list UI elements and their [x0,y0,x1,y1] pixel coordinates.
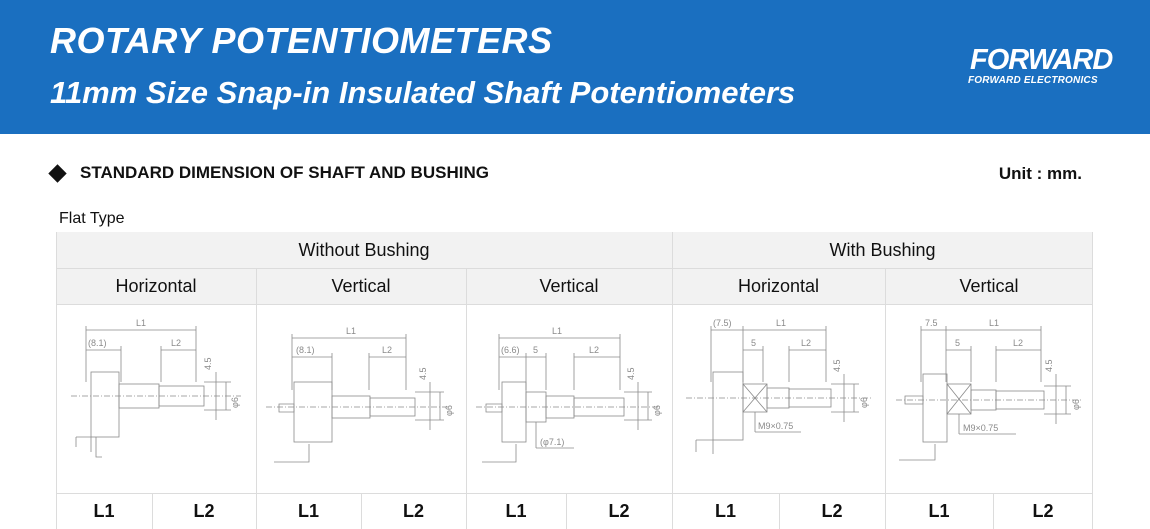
dimension-drawing-vertical [474,312,666,487]
orientation-header: Vertical [885,268,1093,304]
dim-dia: φ6 [230,397,240,408]
page-title: ROTARY POTENTIOMETERS [50,20,553,61]
footer-l1-cell: L1 [297,500,319,521]
grid-line [361,493,362,529]
dim-bushing-dia: (φ7.1) [540,437,565,447]
dim-dia-top: 4.5 [832,359,842,372]
dim-dia: φ6 [652,405,662,416]
header-banner [0,0,1150,134]
dim-a: (8.1) [88,338,107,348]
dimension-drawing-vertical [891,312,1089,487]
dim-l1: L1 [776,318,787,328]
brand-logo [968,44,1113,90]
group-header-with-bushing: With Bushing [672,232,1093,268]
dimension-drawing-vertical [264,312,459,487]
footer-l2-cell: L2 [1032,500,1054,521]
dim-b: 5 [751,338,757,348]
dim-l1: L1 [136,318,147,328]
dim-l2: L2 [382,345,393,355]
dim-dia-top: 4.5 [203,357,213,370]
grid-line [56,268,1093,269]
dimension-table [56,232,1093,529]
footer-l1-cell: L1 [714,500,736,521]
unit-label: Unit : mm. [998,164,1082,183]
dim-l2: L2 [1013,338,1024,348]
dimension-drawing-horizontal [681,312,879,487]
dim-dia: φ6 [1071,399,1081,410]
grid-line [779,493,780,529]
footer-l1-cell: L1 [505,500,527,521]
dim-dia-top: 4.5 [1044,359,1054,372]
dim-a: (7.5) [713,318,732,328]
orientation-header: Vertical [256,268,466,304]
dim-a: 7.5 [925,318,938,328]
type-label: Flat Type [59,210,125,227]
grid-line [1092,232,1093,529]
dim-l1: L1 [989,318,1000,328]
page-subtitle: 11mm Size Snap-in Insulated Shaft Potentiometers [50,75,796,110]
footer-l2-cell: L2 [608,500,630,521]
diamond-bullet-icon [48,164,66,182]
dim-l2: L2 [589,345,600,355]
logo-name: FORWARD [970,44,1113,76]
grid-line [256,268,257,529]
dim-dia: φ6 [859,397,869,408]
dim-b: 5 [533,345,539,355]
grid-line [152,493,153,529]
dim-l2: L2 [171,338,182,348]
footer-l1-cell: L1 [928,500,950,521]
footer-l2-cell: L2 [193,500,215,521]
grid-line [566,493,567,529]
grid-line [56,304,1093,305]
grid-line [56,493,1093,494]
section-heading [47,163,489,183]
grid-line [885,268,886,529]
dim-l1: L1 [552,326,563,336]
dim-b: 5 [955,338,961,348]
section-title: STANDARD DIMENSION OF SHAFT AND BUSHING [80,163,489,182]
dim-thread: M9×0.75 [963,423,999,433]
grid-line [56,232,57,529]
group-header-without-bushing: Without Bushing [56,232,672,268]
dim-dia: φ6 [444,405,454,416]
orientation-header: Horizontal [56,268,256,304]
footer-l2-cell: L2 [821,500,843,521]
orientation-header: Horizontal [672,268,885,304]
footer-l2-cell: L2 [402,500,424,521]
dim-thread: M9×0.75 [758,421,794,431]
footer-l1-cell: L1 [93,500,115,521]
dim-l2: L2 [801,338,812,348]
grid-line [466,268,467,529]
grid-line [672,232,673,529]
dim-dia-top: 4.5 [418,367,428,380]
dim-dia-top: 4.5 [626,367,636,380]
logo-subtext: FORWARD ELECTRONICS [968,75,1098,86]
orientation-header: Vertical [466,268,672,304]
dim-a: (8.1) [296,345,315,355]
dimension-drawing-horizontal [66,312,251,487]
dim-l1: L1 [346,326,357,336]
grid-line [993,493,994,529]
dim-a: (6.6) [501,345,520,355]
